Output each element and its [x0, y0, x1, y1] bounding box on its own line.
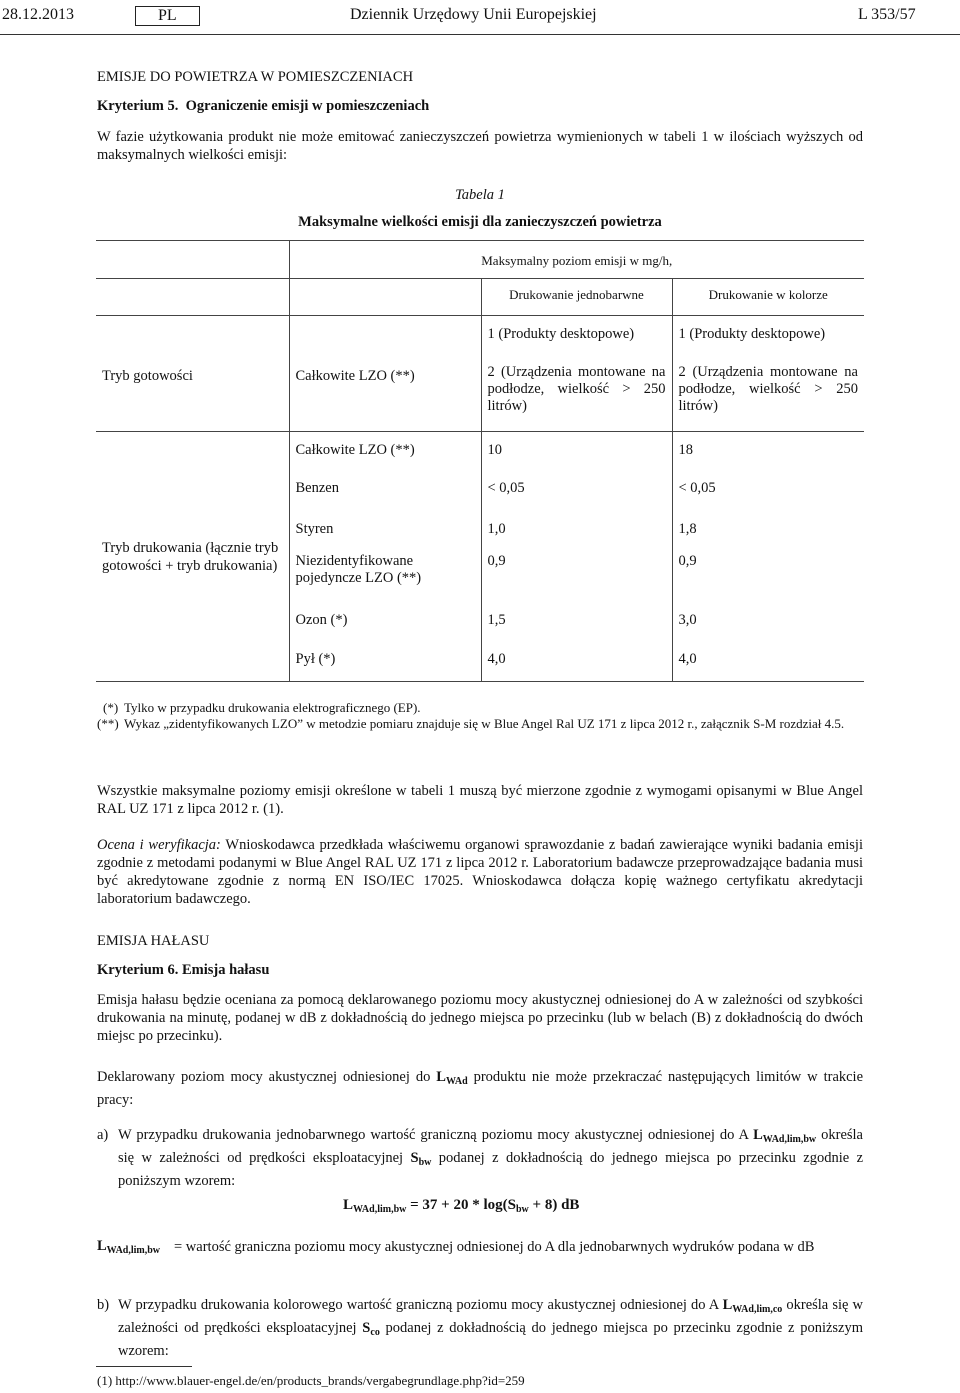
footnote: (1) http://www.blauer-engel.de/en/products_brands/vergabegrundlage.php?id=259 — [97, 1373, 525, 1388]
table-note-1: (*) Tylko w przypadku drukowania elektrograficznego (EP). — [103, 700, 421, 715]
standby-color-cell: 1 (Produkty desktopowe) 2 (Urządzenia montowane na podłodze, wielkość > 250 litrów) — [678, 326, 858, 414]
table-row: Styren — [289, 512, 481, 552]
header-date: 28.12.2013 — [2, 6, 74, 23]
noise-paragraph-2: Deklarowany poziom mocy akustycznej odniesionej do $L_{WAd}$ produktu nie może przekraczać następujących limitów w trakcie pracy: — [97, 1069, 864, 1108]
table-caption: Tabela 1 — [455, 187, 505, 203]
table-row: Ozon (*) — [289, 602, 481, 642]
table-row: Benzen — [289, 471, 481, 512]
item-a-text: W przypadku drukowania jednobarwnego wartość graniczną poziomu mocy akustycznej odniesionej do A $L_{WAd,lim,bw}$ określa się w zależności od prędkości eksploatacyjnej $S_{bw}$ podanej z dokładnością do jednego miejsca po przecinku zgodnie z poniższym wzorem: — [118, 1127, 864, 1189]
definition-symbol: $L_{WAd,lim,bw}$ — [97, 1238, 161, 1256]
page-reference: L 353/57 — [858, 6, 916, 23]
item-b-marker: b) — [97, 1297, 110, 1313]
verification-paragraph: Ocena i weryfikacja: Wnioskodawca przedkłada właściwemu organowi sprawozdanie z badań zawierające wyniki badania emisji zgodnie z metodami podanymi w Blue Angel RAL UZ 171 z lipca 2012 r. Laboratorium badawcze przeprowadzające badania musi być akredytowane zgodnie z normą EN ISO/IEC 17025. Wnioskodawca dołącza kopię ważnego certyfikatu akredytacji laboratorium badawczego. — [97, 837, 863, 907]
table-note-2: (**) Wykaz „zidentyfikowanych LZO” w metodzie pomiaru znajduje się w Blue Angel Ral UZ 171 z lipca 2012 r., załącznik S-M rozdział 4.5. — [97, 716, 845, 731]
formula-mono: $L_{WAd,lim,bw} = 37 + 20 * \log(S_{bw} + 8)$ dB — [343, 1197, 580, 1215]
page-header — [0, 6, 960, 30]
intro-paragraph: W fazie użytkowania produkt nie może emitować zanieczyszczeń powietrza wymienionych w tabeli 1 w ilościach wyższych od maksymalnych wielkości emisji: — [97, 129, 863, 163]
footnote-link[interactable]: http://www.blauer-engel.de/en/products_brands/vergabegrundlage.php?id=259 — [115, 1373, 525, 1388]
noise-paragraph-1: Emisja hałasu będzie oceniana za pomocą deklarowanego poziomu mocy akustycznej odniesionej do A w zależności od szybkości drukowania na minutę, podanej w dB z dokładnością do jednego miejsca po przecinku (lub w belach (B) z dokładnością do dwóch miejsc po przecinku). — [97, 992, 863, 1044]
standby-mono-cell: 1 (Produkty desktopowe) 2 (Urządzenia montowane na podłodze, wielkość > 250 litrów) — [481, 316, 672, 432]
item-a-marker: a) — [97, 1127, 109, 1143]
table-row: Pył (*) — [289, 642, 481, 682]
header-rule — [0, 34, 960, 35]
header-color: Drukowanie w kolorze — [708, 287, 828, 302]
table-row: Niezidentyfikowane pojedyncze LZO (**) — [289, 552, 481, 602]
emissions-table: Maksymalny poziom emisji w mg/h, Drukowanie jednobarwne Drukowanie w kolorze Tryb gotowości Całkowite LZO (**) 1 (Produkty desktopowe) 2 (Urządzenia montowane na podłodze, wielkość > 250 litrów) 1 (Produkty desktopowe) 2 (Urządzenia montowane na podłodze, wielkość > 250 litrów) Tryb drukowania (łącznie tryb gotowości + tryb drukowania) Całkowite LZO (**) 10 18 Benzen < 0,05 < 0,05 Styren 1,0 1,8 Niezidentyfikowane pojedyncze LZO (**) 0,9 0,9 Ozon (*) 1,5 3,0 Pył (*) 4,0 4,0 — [96, 240, 864, 682]
table-title: Maksymalne wielkości emisji dla zanieczyszczeń powietrza — [298, 214, 662, 230]
table-row: Całkowite LZO (**) — [289, 432, 481, 471]
footnote-rule — [96, 1366, 192, 1367]
journal-title: Dziennik Urzędowy Unii Europejskiej — [350, 6, 597, 23]
print-mode: Tryb drukowania (łącznie tryb gotowości + tryb drukowania) — [96, 432, 289, 682]
item-b-text: W przypadku drukowania kolorowego wartość graniczną poziomu mocy akustycznej odniesionej do A $L_{WAd,lim,co}$ określa się w zależności od prędkości eksploatacyjnej $S_{co}$ podanej z dokładnością do jednego miejsca po przecinku zgodnie z poniższym wzorem: — [118, 1297, 864, 1359]
header-mono: Drukowanie jednobarwne — [481, 279, 672, 316]
definition-text: = wartość graniczna poziomu mocy akustycznej odniesionej do A dla jednobarwnych wydruków podana w dB — [174, 1239, 815, 1255]
header-max-emission: Maksymalny poziom emisji w mg/h, — [481, 253, 673, 268]
criterion-5-title: Kryterium 5. Ograniczenie emisji w pomieszczeniach — [97, 98, 430, 114]
standby-mode: Tryb gotowości — [96, 316, 289, 432]
section-heading-noise: EMISJA HAŁASU — [97, 933, 210, 949]
section-heading-indoor: EMISJE DO POWIETRZA W POMIESZCZENIACH — [97, 69, 414, 85]
language-badge: PL — [135, 6, 200, 26]
criterion-6-title: Kryterium 6. Emisja hałasu — [97, 962, 270, 978]
measurement-paragraph: Wszystkie maksymalne poziomy emisji określone w tabeli 1 muszą być mierzone zgodnie z wymogami opisanymi w Blue Angel RAL UZ 171 z lipca 2012 r. (1). — [97, 783, 863, 817]
standby-param: Całkowite LZO (**) — [289, 316, 481, 432]
